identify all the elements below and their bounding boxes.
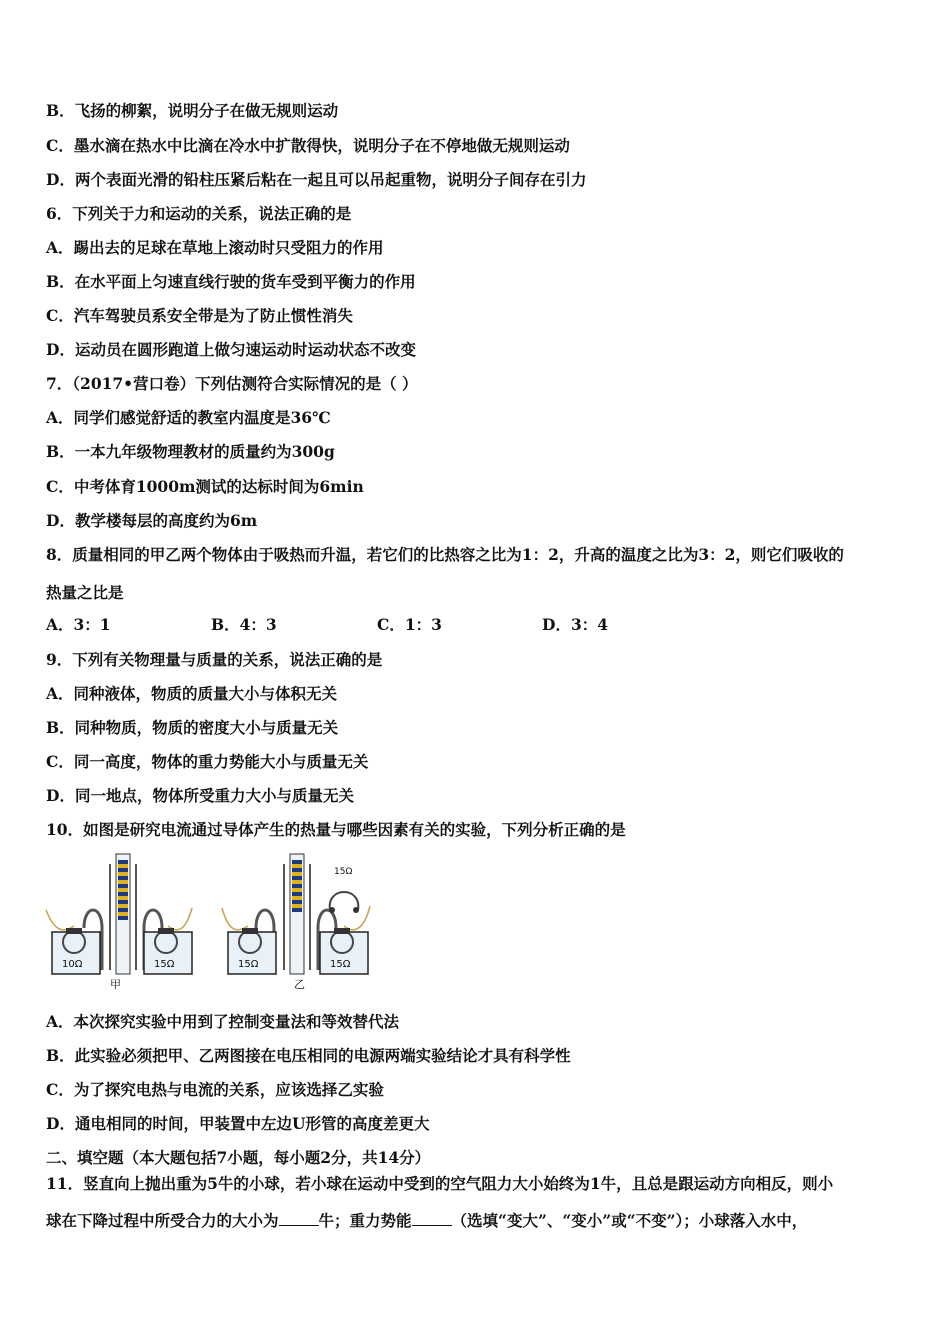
q9-stem: 9．下列有关物理量与质量的关系，说法正确的是 xyxy=(46,650,383,669)
q7-option-c: C．中考体育1000m测试的达标时间为6min xyxy=(46,477,364,496)
q8-stem-line1: 8．质量相同的甲乙两个物体由于吸热而升温，若它们的比热容之比为1：2，升高的温度之比为3：2，则它们吸收的 xyxy=(46,545,844,564)
caption-yi: 乙 xyxy=(294,978,305,991)
q9-option-b: B．同种物质，物质的密度大小与质量无关 xyxy=(46,718,339,737)
apparatus-jia xyxy=(46,854,192,991)
q11-line2 xyxy=(46,1211,807,1231)
q8-option-d: D．3：4 xyxy=(542,615,609,634)
resistor-label-yi-top: 15Ω xyxy=(334,867,353,877)
q5-option-b: B．飞扬的柳絮，说明分子在做无规则运动 xyxy=(46,101,339,120)
resistor-label-jia-left: 10Ω xyxy=(62,959,83,970)
q7-stem: 7．（2017•营口卷）下列估测符合实际情况的是（ ） xyxy=(46,374,418,393)
q8-option-b: B．4：3 xyxy=(211,615,277,634)
q10-stem: 10．如图是研究电流通过导体产生的热量与哪些因素有关的实验，下列分析正确的是 xyxy=(46,820,626,839)
q9-option-a: A．同种液体，物质的质量大小与体积无关 xyxy=(46,684,338,703)
q11-line1: 11．竖直向上抛出重为5牛的小球，若小球在运动中受到的空气阻力大小始终为1牛，且总是跟运动方向相反，则小 xyxy=(46,1174,834,1193)
q5-option-c: C．墨水滴在热水中比滴在冷水中扩散得快，说明分子在不停地做无规则运动 xyxy=(46,136,570,155)
q9-option-c: C．同一高度，物体的重力势能大小与质量无关 xyxy=(46,752,369,771)
q6-stem: 6．下列关于力和运动的关系，说法正确的是 xyxy=(46,204,352,223)
q10-figure xyxy=(44,850,374,995)
q6-option-d: D．运动员在圆形跑道上做匀速运动时运动状态不改变 xyxy=(46,340,416,359)
q6-option-c: C．汽车驾驶员系安全带是为了防止惯性消失 xyxy=(46,306,353,325)
resistor-label-jia-right: 15Ω xyxy=(154,959,175,970)
q10-option-a: A．本次探究实验中用到了控制变量法和等效替代法 xyxy=(46,1012,400,1031)
apparatus-yi xyxy=(222,854,370,991)
q7-option-b: B．一本九年级物理教材的质量约为300g xyxy=(46,442,335,461)
q11-text-a: 球在下降过程中所受合力的大小为 xyxy=(46,1211,279,1230)
q10-option-d: D．通电相同的时间，甲装置中左边U形管的高度差更大 xyxy=(46,1114,430,1133)
q7-option-a: A．同学们感觉舒适的教室内温度是36℃ xyxy=(46,408,331,427)
q11-text-c: （选填“变大”、“变小”或“不变”）；小球落入水中， xyxy=(451,1211,808,1230)
q8-option-a: A．3：1 xyxy=(46,615,111,634)
q6-option-a: A．踢出去的足球在草地上滚动时只受阻力的作用 xyxy=(46,238,384,257)
resistor-label-yi-left: 15Ω xyxy=(238,959,259,970)
q10-option-c: C．为了探究电热与电流的关系，应该选择乙实验 xyxy=(46,1080,384,1099)
q10-option-b: B．此实验必须把甲、乙两图接在电压相同的电源两端实验结论才具有科学性 xyxy=(46,1046,571,1065)
q5-option-d: D．两个表面光滑的铅柱压紧后粘在一起且可以吊起重物，说明分子间存在引力 xyxy=(46,170,587,189)
q8-stem-line2: 热量之比是 xyxy=(46,583,124,602)
q11-blank-2[interactable] xyxy=(412,1211,452,1226)
q7-option-d: D．教学楼每层的高度约为6m xyxy=(46,511,258,530)
q11-text-b: 牛；重力势能 xyxy=(318,1211,412,1230)
q9-option-d: D．同一地点，物体所受重力大小与质量无关 xyxy=(46,786,354,805)
q11-blank-1[interactable] xyxy=(279,1211,319,1226)
section-2-title: 二、填空题（本大题包括7小题，每小题2分，共14分） xyxy=(46,1148,431,1167)
resistor-label-yi-right: 15Ω xyxy=(330,959,351,970)
q6-option-b: B．在水平面上匀速直线行驶的货车受到平衡力的作用 xyxy=(46,272,416,291)
q8-option-c: C．1：3 xyxy=(377,615,442,634)
caption-jia: 甲 xyxy=(110,978,121,991)
